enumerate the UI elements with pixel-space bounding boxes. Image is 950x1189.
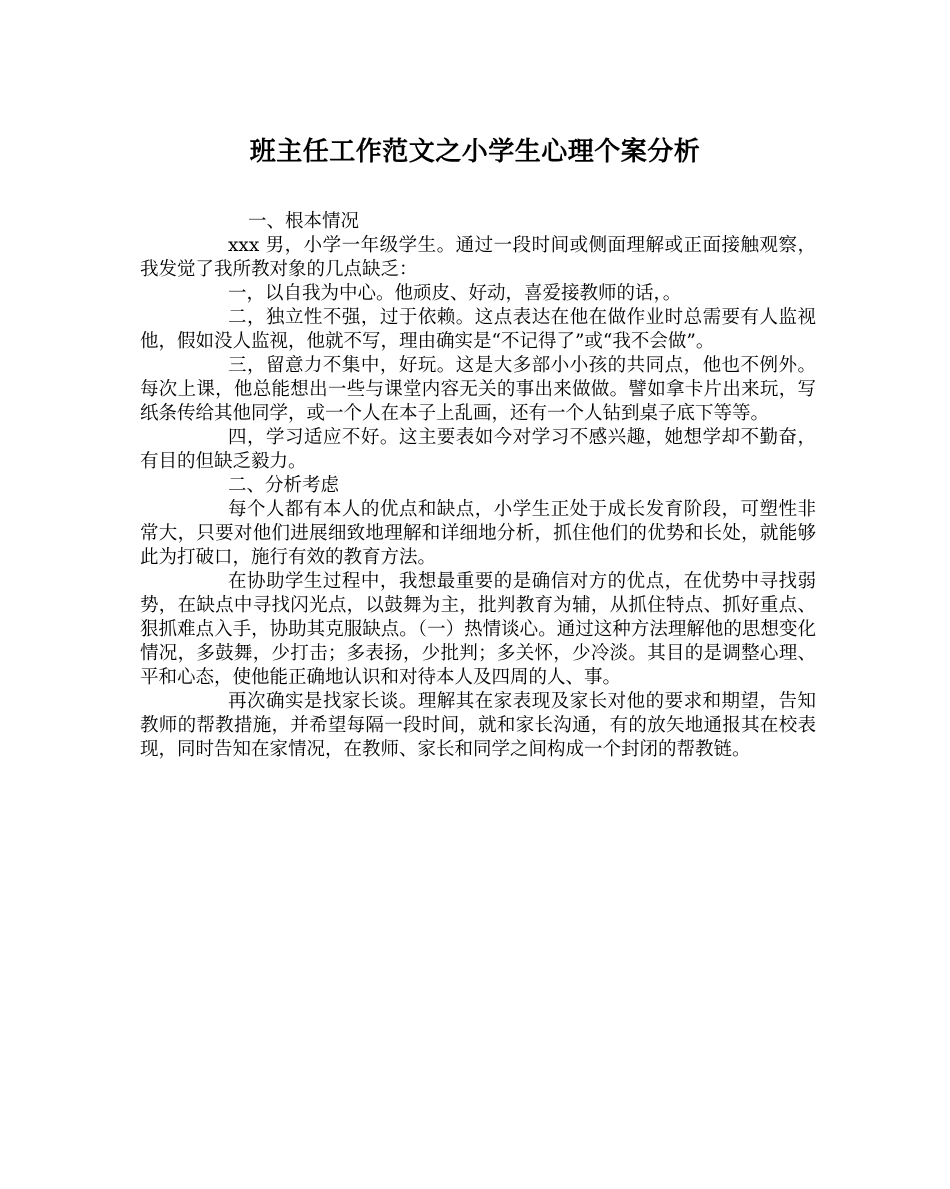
paragraph-analysis-3: 再次确实是找家长谈。理解其在家表现及家长对他的要求和期望，告知教师的帮教措施，并希望每隔一段时间，就和家长沟通，有的放矢地通报其在校表现，同时告知在家情况，在教师、家长和同学之间构成一个封闭的帮教链。 <box>140 691 816 760</box>
paragraph-analysis-1: 每个人都有本人的优点和缺点，小学生正处于成长发育阶段，可塑性非常大，只要对他们进展细致地理解和详细地分析，抓住他们的优势和长处，就能够此为打破口，施行有效的教育方法。 <box>140 499 816 568</box>
document-title: 班主任工作范文之小学生心理个案分析 <box>249 137 701 167</box>
paragraph-intro: xxx 男，小学一年级学生。通过一段时间或侧面理解或正面接触观察，我发觉了我所教对象的几点缺乏： <box>140 235 816 280</box>
paragraph-point-2: 二，独立性不强，过于依赖。这点表达在他在做作业时总需要有人监视他，假如没人监视，他就不写，理由确实是“不记得了”或“我不会做”。 <box>140 307 816 352</box>
paragraph-point-3: 三，留意力不集中，好玩。这是大多部小小孩的共同点，他也不例外。每次上课，他总能想出一些与课堂内容无关的事出来做做。譬如拿卡片出来玩，写纸条传给其他同学，或一个人在本子上乱画，还有一个人钻到桌子底下等等。 <box>140 355 816 424</box>
section-heading-basic: 一、根本情况 <box>248 211 360 232</box>
paragraph-point-4: 四，学习适应不好。这主要表如今对学习不感兴趣，她想学却不勤奋，有目的但缺乏毅力。 <box>140 427 816 472</box>
section-heading-analysis: 二、分析考虑 <box>228 475 340 496</box>
document-body <box>140 210 816 762</box>
paragraph-point-1: 一，以自我为中心。他顽皮、好动，喜爱接教师的话，。 <box>228 283 682 304</box>
paragraph-analysis-2: 在协助学生过程中，我想最重要的是确信对方的优点，在优势中寻找弱势，在缺点中寻找闪光点，以鼓舞为主，批判教育为辅，从抓住特点、抓好重点、狠抓难点入手，协助其克服缺点。（一）热情谈心。通过这种方法理解他的思想变化情况，多鼓舞，少打击；多表扬，少批判；多关怀，少冷淡。其目的是调整心理、平和心态，使他能正确地认识和对待本人及四周的人、事。 <box>140 571 816 688</box>
